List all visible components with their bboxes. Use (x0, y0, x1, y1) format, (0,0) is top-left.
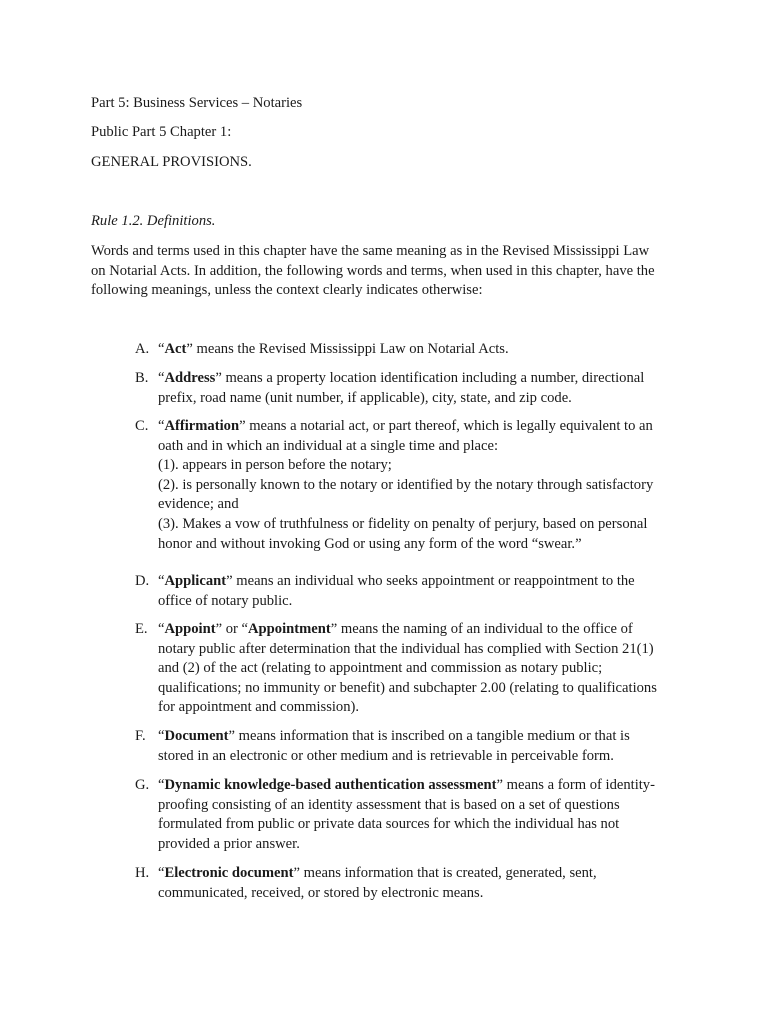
definition-row: “Electronic document” means information that is created, generated, sent, (158, 865, 597, 881)
definition-term: Document (164, 728, 229, 744)
definition-letter: C. (135, 418, 149, 434)
intro-line: on Notarial Acts. In addition, the following words and terms, when used in this chapter, have the (91, 262, 655, 279)
definition-row: “Dynamic knowledge-based authentication assessment” means a form of identity- (158, 777, 655, 793)
definition-body (158, 572, 698, 611)
definition-row: honor and without invoking God or using any form of the word “swear.” (158, 535, 582, 552)
definition-body (158, 727, 698, 766)
definition-body (158, 620, 698, 718)
definition-row: prefix, road name (unit number, if applicable), city, state, and zip code. (158, 389, 572, 406)
definition-row: “Address” means a property location identification including a number, directional (158, 370, 645, 386)
definition-term: Affirmation (164, 418, 240, 434)
definition-body (158, 369, 698, 408)
definition-term: Applicant (164, 573, 227, 589)
intro-line: Words and terms used in this chapter have the same meaning as in the Revised Mississippi Law (91, 243, 650, 259)
definition-letter: B. (135, 370, 149, 386)
intro-paragraph (91, 242, 691, 301)
definition-letter: F. (135, 728, 146, 744)
definition-term: Address (164, 370, 216, 386)
definition-row: (1). appears in person before the notary; (158, 457, 392, 474)
definition-body (158, 417, 698, 554)
definition-term: Electronic document (164, 865, 294, 881)
definition-letter: D. (135, 573, 150, 589)
definition-row: “Appoint” or “Appointment” means the naming of an individual to the office of (158, 621, 633, 637)
definition-letter: G. (135, 777, 150, 793)
definition-row: and (2) of the act (relating to appointment and commission as notary public; (158, 660, 603, 677)
definition-body (158, 864, 698, 903)
definition-term: Appointment (248, 621, 331, 637)
definition-row: stored in an electronic or other medium and is retrievable in perceivable form. (158, 747, 614, 764)
definition-row: provided a prior answer. (158, 835, 300, 852)
chapter-heading: Public Part 5 Chapter 1: (91, 124, 232, 140)
definition-term: Appoint (164, 621, 216, 637)
intro-line: following meanings, unless the context clearly indicates otherwise: (91, 282, 483, 299)
definition-term: Dynamic knowledge-based authentication assessment (164, 777, 497, 793)
definition-row: oath and in which an individual at a single time and place: (158, 437, 499, 454)
definition-row: notary public after determination that the individual has complied with Section 21(1) (158, 640, 654, 657)
definition-row: “Affirmation” means a notarial act, or part thereof, which is legally equivalent to an (158, 418, 653, 434)
definition-row: “Document” means information that is inscribed on a tangible medium or that is (158, 728, 630, 744)
definition-row: “Applicant” means an individual who seeks appointment or reappointment to the (158, 573, 635, 589)
section-heading: GENERAL PROVISIONS. (91, 154, 252, 170)
rule-title (91, 212, 215, 232)
definition-letter: H. (135, 865, 150, 881)
definition-row: proofing consisting of an identity assessment that is based on a set of questions (158, 796, 620, 813)
part-heading: Part 5: Business Services – Notaries (91, 95, 303, 111)
definition-letter: E. (135, 621, 148, 637)
definition-row: qualifications; no immunity or benefit) and subchapter 2.00 (relating to qualifications (158, 679, 657, 696)
definition-row: formulated from public or private data sources for which the individual has not (158, 816, 620, 833)
definition-row: “Act” means the Revised Mississippi Law on Notarial Acts. (158, 341, 509, 357)
definition-row: (3). Makes a vow of truthfulness or fidelity on penalty of perjury, based on personal (158, 515, 648, 532)
definition-body (158, 340, 698, 360)
definition-row: for appointment and commission). (158, 699, 360, 716)
definition-term: Act (164, 341, 187, 357)
definition-row: evidence; and (158, 496, 239, 513)
rule-title-text: Rule 1.2. Definitions. (91, 213, 216, 229)
definition-row: office of notary public. (158, 592, 293, 609)
definition-row: communicated, received, or stored by electronic means. (158, 884, 484, 901)
definition-row: (2). is personally known to the notary or identified by the notary through satisfactory (158, 476, 654, 493)
definition-body (158, 776, 698, 854)
definition-letter: A. (135, 341, 150, 357)
